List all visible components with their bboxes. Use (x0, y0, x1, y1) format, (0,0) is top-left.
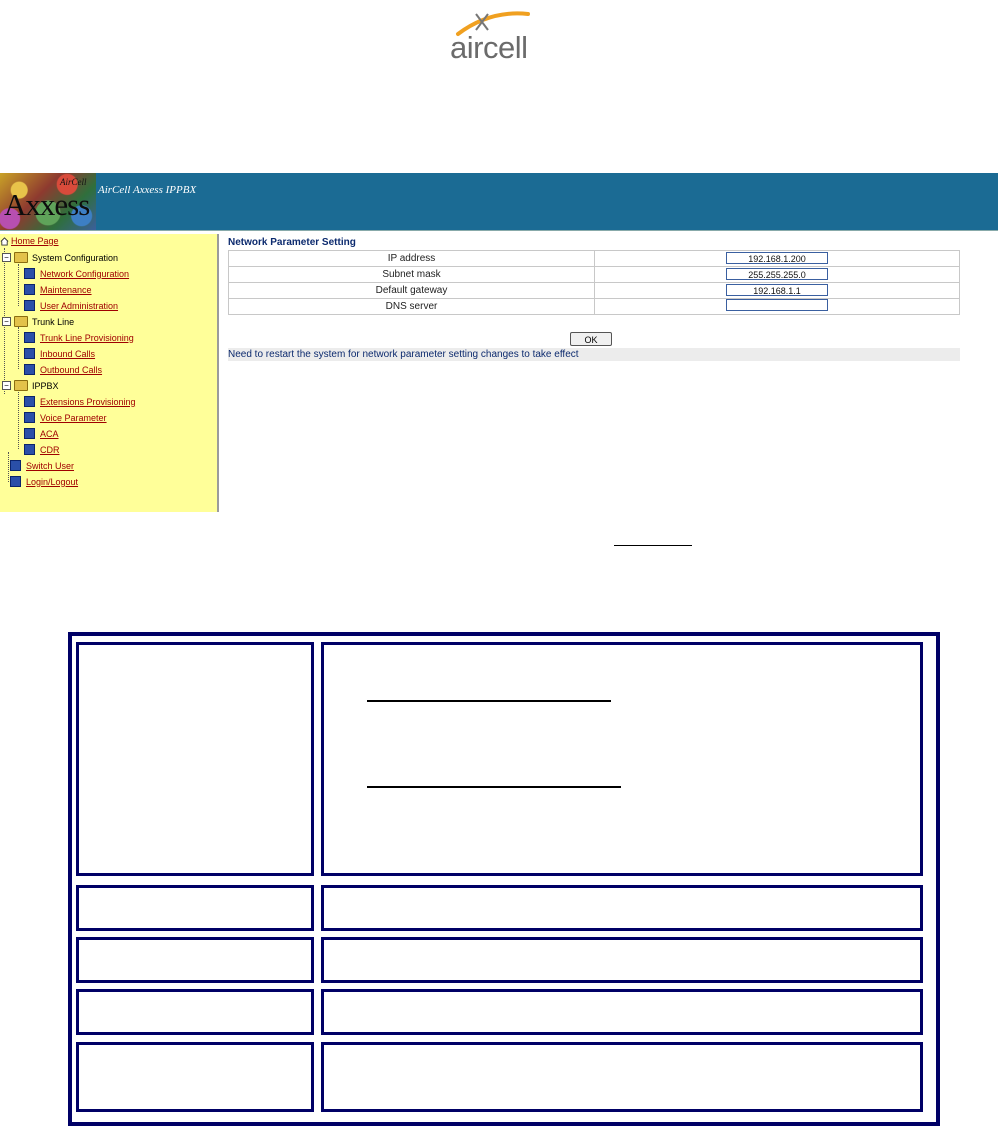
sidebar-label[interactable]: Maintenance (40, 284, 92, 295)
sidebar-item-switch-user[interactable] (10, 460, 74, 471)
sidebar-group-ippbx[interactable] (2, 380, 59, 391)
dns-server-input[interactable] (726, 299, 828, 311)
table-row (229, 251, 960, 267)
tree-line (18, 327, 19, 369)
sidebar-label[interactable]: Trunk Line Provisioning (40, 332, 134, 343)
outer-table-inner (72, 636, 936, 1122)
collapse-icon[interactable]: − (2, 381, 11, 390)
subnet-mask-input[interactable]: 255.255.255.0 (726, 268, 828, 280)
sidebar-label[interactable]: Login/Logout (26, 476, 79, 487)
home-icon (0, 237, 9, 246)
page-icon (24, 412, 35, 423)
sidebar (0, 234, 219, 512)
default-gateway-input[interactable]: 192.168.1.1 (726, 284, 828, 296)
sidebar-group-system-configuration[interactable] (2, 252, 118, 263)
table-cell (76, 1042, 314, 1112)
page-icon (24, 268, 35, 279)
sidebar-label[interactable]: Network Configuration (40, 268, 130, 279)
page-icon (24, 364, 35, 375)
sidebar-item-login-logout[interactable] (10, 476, 78, 487)
ip-address-input[interactable]: 192.168.1.200 (726, 252, 828, 264)
table-cell (321, 989, 923, 1035)
sidebar-item-aca[interactable] (24, 428, 59, 439)
dns-server-label: DNS server (229, 299, 595, 315)
page-icon (24, 284, 35, 295)
sidebar-item-maintenance[interactable] (24, 284, 92, 295)
main-content (220, 234, 998, 512)
sidebar-item-trunk-line-provisioning[interactable] (24, 332, 134, 343)
sidebar-item-user-administration[interactable] (24, 300, 118, 311)
table-cell (76, 885, 314, 931)
default-gateway-label: Default gateway (229, 283, 595, 299)
collapse-icon[interactable]: − (2, 253, 11, 262)
outer-table (68, 632, 940, 1126)
subnet-mask-label: Subnet mask (229, 267, 595, 283)
sidebar-item-home[interactable] (0, 236, 59, 246)
sidebar-label[interactable]: User Administration (40, 300, 119, 311)
sidebar-item-outbound-calls[interactable] (24, 364, 102, 375)
axxess-logo (0, 173, 96, 230)
page-icon (24, 332, 35, 343)
aircell-logo (440, 8, 560, 66)
sidebar-label[interactable]: Voice Parameter (40, 412, 107, 423)
restart-note: Need to restart the system for network parameter setting changes to take effect (228, 348, 960, 361)
page-icon (10, 476, 21, 487)
collapse-icon[interactable]: − (2, 317, 11, 326)
sidebar-label[interactable]: Inbound Calls (40, 348, 96, 359)
sidebar-label: IPPBX (32, 380, 59, 391)
page-icon (24, 396, 35, 407)
folder-icon (14, 316, 28, 327)
folder-icon (14, 380, 28, 391)
sidebar-item-extensions-provisioning[interactable] (24, 396, 136, 407)
tree-line (18, 390, 19, 449)
ok-button[interactable]: OK (570, 332, 612, 346)
sidebar-item-network-configuration[interactable] (24, 268, 129, 279)
table-row (229, 267, 960, 283)
table-row (229, 299, 960, 315)
ip-address-label: IP address (229, 251, 595, 267)
blank-line (367, 700, 611, 702)
table-cell (321, 642, 923, 876)
app-screenshot (0, 173, 998, 512)
sidebar-label: Trunk Line (32, 316, 75, 327)
sidebar-item-inbound-calls[interactable] (24, 348, 95, 359)
page-icon (24, 444, 35, 455)
sidebar-item-cdr[interactable] (24, 444, 60, 455)
page-icon (24, 300, 35, 311)
table-cell (76, 937, 314, 983)
sidebar-group-trunk-line[interactable] (2, 316, 74, 327)
page-title: Network Parameter Setting (228, 237, 356, 248)
underline-mark (614, 545, 692, 546)
sidebar-label[interactable]: Outbound Calls (40, 364, 103, 375)
sidebar-label: System Configuration (32, 252, 119, 263)
table-cell (321, 885, 923, 931)
page-icon (24, 348, 35, 359)
page-icon (10, 460, 21, 471)
blank-line (367, 786, 621, 788)
table-row (229, 283, 960, 299)
sidebar-label[interactable]: CDR (40, 444, 60, 455)
page-icon (24, 428, 35, 439)
folder-icon (14, 252, 28, 263)
table-cell (76, 642, 314, 876)
app-title: AirCell Axxess IPPBX (98, 184, 197, 196)
network-parameter-table (228, 250, 960, 315)
logo-text: aircell (450, 30, 528, 65)
table-cell (321, 1042, 923, 1112)
sidebar-item-voice-parameter[interactable] (24, 412, 107, 423)
table-cell (76, 989, 314, 1035)
sidebar-label[interactable]: Switch User (26, 460, 75, 471)
table-cell (321, 937, 923, 983)
axxess-logo-small: AirCell (60, 177, 87, 187)
sidebar-label[interactable]: ACA (40, 428, 59, 439)
sidebar-label[interactable]: Extensions Provisioning (40, 396, 136, 407)
sidebar-label[interactable]: Home Page (11, 236, 59, 246)
tree-line (18, 264, 19, 306)
axxess-logo-word: Axxess (4, 187, 90, 222)
app-banner (0, 173, 998, 230)
tree-line (8, 452, 9, 482)
